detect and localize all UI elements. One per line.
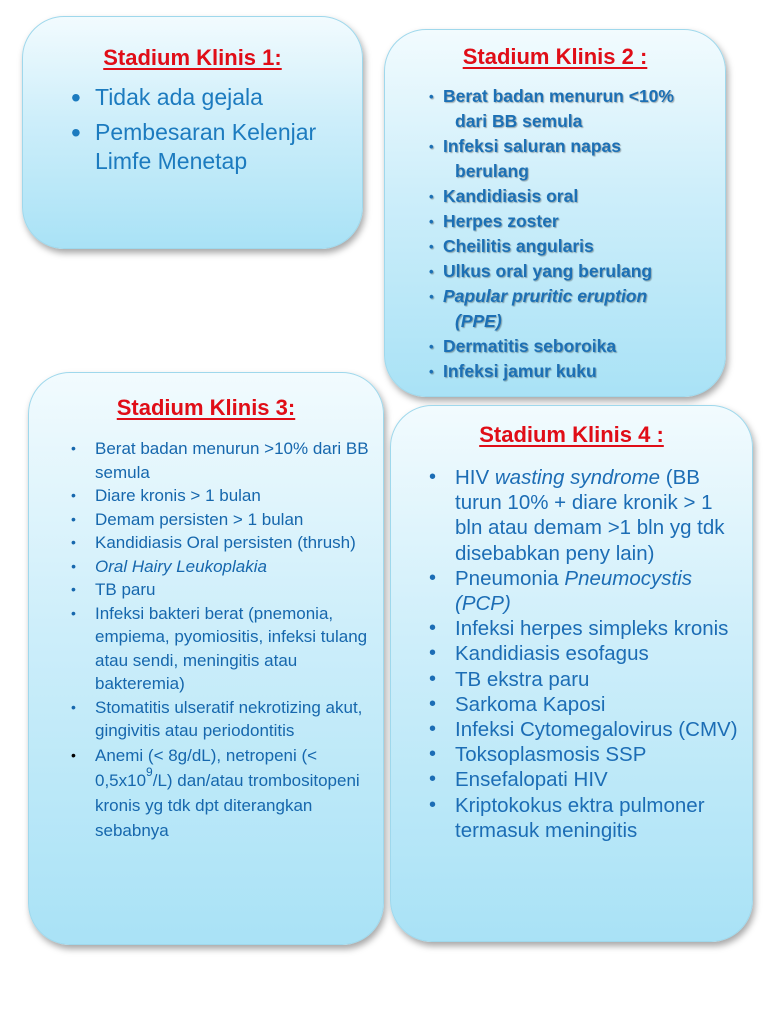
list-item: • Kandidiasis oral: [429, 184, 719, 209]
item-text: Anemi (< 8g/dL), netropeni (< 0,5x10: [95, 745, 318, 790]
stage-1-title: Stadium Klinis 1:: [103, 45, 282, 70]
list-item: [71, 743, 371, 843]
list-item: [429, 566, 739, 616]
list-item: • Cheilitis angularis: [429, 234, 719, 259]
list-item: [429, 465, 739, 566]
stage-1-card: [22, 16, 363, 249]
list-item: [429, 134, 719, 184]
stage-2-title: Stadium Klinis 2 :: [462, 44, 648, 69]
list-item: • Infeksi Cytomegalovirus (CMV): [429, 717, 739, 742]
list-item: • Ulkus oral yang berulang: [429, 259, 719, 284]
list-item: • Infeksi bakteri berat (pnemonia, empiema, pyomiositis, infeksi tulang atau sendi, meningitis atau bakteremia): [71, 602, 371, 696]
list-item: • Kandidiasis Oral persisten (thrush): [71, 531, 371, 555]
list-item: • Diare kronis > 1 bulan: [71, 484, 371, 508]
list-item: • Dermatitis seboroika: [429, 334, 719, 359]
item-text: Berat badan menurun <10%: [443, 86, 674, 106]
stage-4-list: [429, 465, 739, 843]
stage-4-title: Stadium Klinis 4 :: [479, 422, 664, 447]
item-text: HIV: [455, 466, 495, 489]
list-item: • Kandidiasis esofagus: [429, 641, 739, 666]
list-item: • TB paru: [71, 578, 371, 602]
list-item: [429, 84, 719, 134]
list-item: • Infeksi jamur kuku: [429, 359, 719, 384]
list-item: • Demam persisten > 1 bulan: [71, 508, 371, 532]
stage-3-list: [71, 437, 371, 843]
list-item: • TB ekstra paru: [429, 667, 739, 692]
stage-2-list: [429, 84, 719, 384]
item-text-continued: berulang: [455, 161, 529, 181]
stage-3-card: [28, 372, 384, 945]
superscript: 9: [146, 764, 153, 779]
item-text-italic: wasting syndrome: [494, 466, 661, 489]
stage-2-card: [384, 29, 726, 397]
item-text-continued: /L) dan/atau trombositopeni kronis yg tdk dpt diterangkan sebabnya: [95, 770, 360, 840]
list-item: • Berat badan menurun >10% dari BB semula: [71, 437, 371, 484]
list-item: • Pembesaran Kelenjar Limfe Menetap: [71, 118, 351, 176]
stage-1-list: [71, 83, 351, 176]
list-item: • Kriptokokus ektra pulmoner termasuk meningitis: [429, 793, 739, 843]
list-item: • Herpes zoster: [429, 209, 719, 234]
item-text: Infeksi saluran napas: [443, 136, 621, 156]
item-text: Pneumonia: [455, 566, 565, 590]
list-item: • Sarkoma Kaposi: [429, 692, 739, 717]
item-text-continued: (PPE): [455, 311, 502, 331]
stage-3-title: Stadium Klinis 3:: [116, 395, 296, 420]
list-item: • Infeksi herpes simpleks kronis: [429, 616, 739, 641]
item-text: Papular pruritic eruption: [443, 286, 648, 306]
item-text-italic: Pneumocystis (PCP): [455, 566, 693, 616]
list-item: • Oral Hairy Leukoplakia: [71, 555, 371, 579]
item-text-continued: dari BB semula: [455, 111, 583, 131]
list-item: • Ensefalopati HIV: [429, 767, 739, 792]
list-item: • Toksoplasmosis SSP: [429, 742, 739, 767]
list-item: [429, 284, 719, 334]
list-item: • Tidak ada gejala: [71, 83, 351, 112]
item-text-continued: (BB turun 10% + diare kronik > 1 bln atau demam >1 bln yg tdk disebabkan peny lain): [455, 466, 725, 565]
list-item: • Stomatitis ulseratif nekrotizing akut, gingivitis atau periodontitis: [71, 696, 371, 743]
stage-4-card: [390, 405, 753, 942]
